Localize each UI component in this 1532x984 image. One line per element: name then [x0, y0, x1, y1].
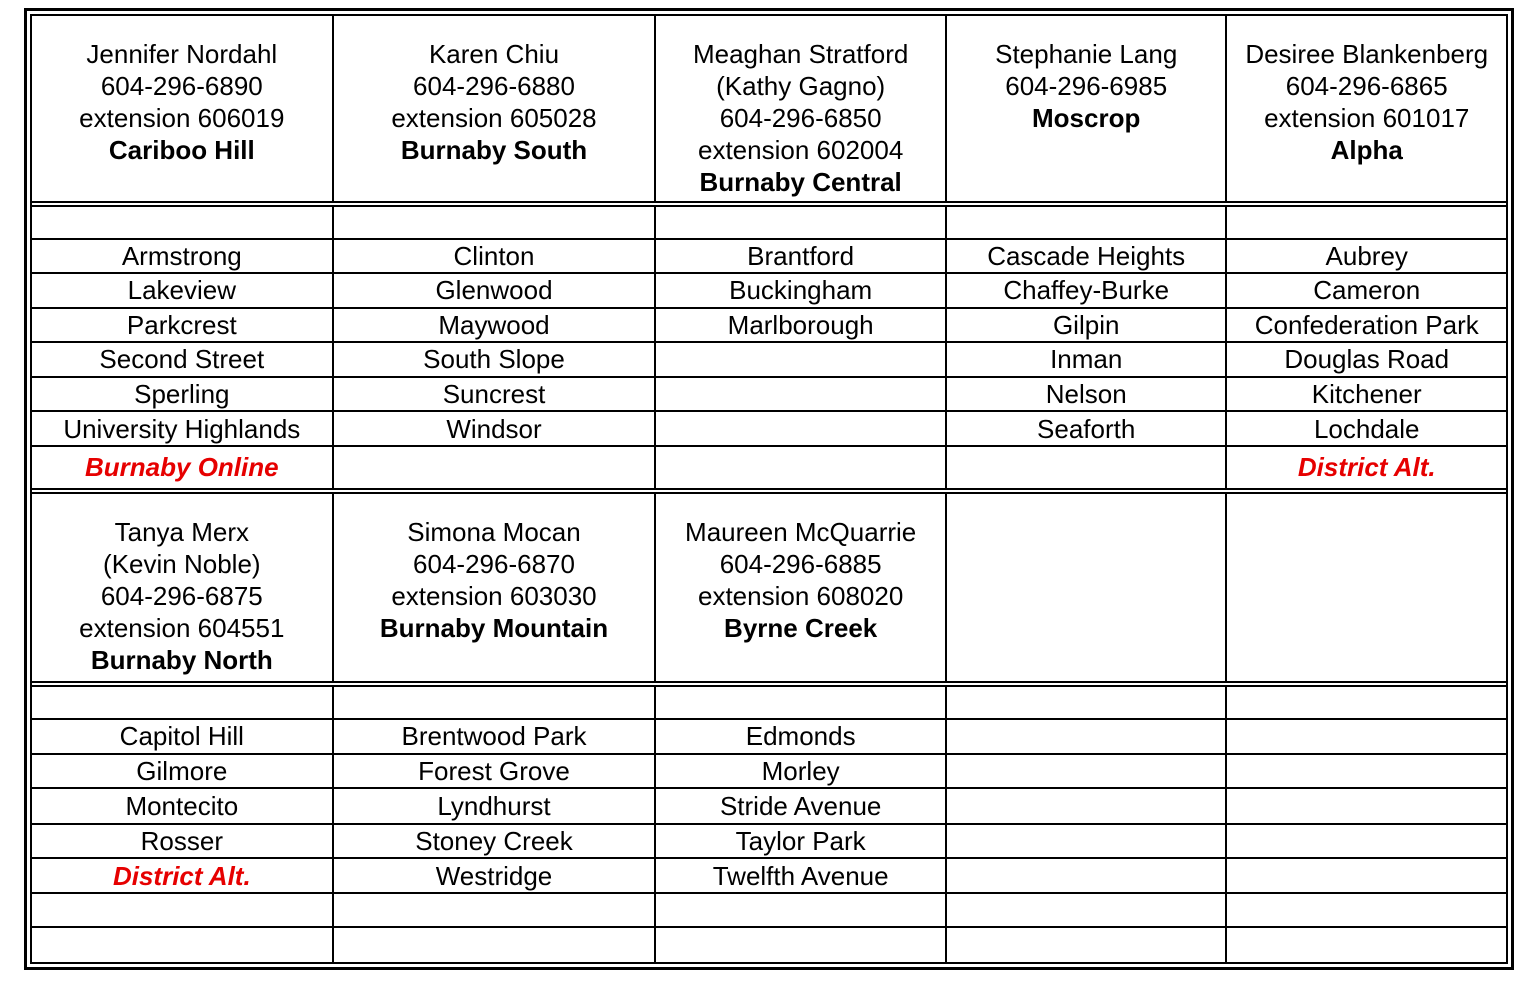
elementary-school-cell: Lakeview [32, 273, 333, 308]
school-name: Cariboo Hill [108, 135, 255, 165]
elementary-school-cell [1226, 754, 1506, 789]
elementary-school-cell: Brantford [655, 239, 946, 274]
elementary-school-cell [946, 788, 1227, 824]
school-contact-table [32, 16, 1506, 962]
table-row [32, 204, 1506, 239]
elementary-school-cell [32, 927, 333, 962]
elementary-school-cell [655, 377, 946, 412]
elementary-school-cell [946, 893, 1227, 928]
elementary-school-cell: Sperling [32, 377, 333, 412]
elementary-school-cell: Taylor Park [655, 824, 946, 859]
table-row [32, 788, 1506, 824]
elementary-school-cell: Cameron [1226, 273, 1506, 308]
contact-name: Tanya Merx [114, 516, 249, 547]
elementary-school-cell: Confederation Park [1226, 308, 1506, 343]
elementary-school-cell [1226, 204, 1506, 239]
contact-extension: extension 603030 [391, 580, 597, 611]
elementary-school-cell [1226, 719, 1506, 754]
elementary-school-cell: Burnaby Online [32, 446, 333, 491]
school-name: Byrne Creek [724, 612, 878, 643]
contact-alt-name: (Kathy Gagno) [716, 71, 886, 101]
contact-name: Simona Mocan [407, 516, 581, 547]
elementary-school-cell: Second Street [32, 342, 333, 377]
elementary-school-cell: Seaforth [946, 411, 1227, 446]
table-row [32, 824, 1506, 859]
elementary-school-cell: Kitchener [1226, 377, 1506, 412]
elementary-school-cell: Glenwood [333, 273, 656, 308]
elementary-school-cell: Lochdale [1226, 411, 1506, 446]
elementary-school-cell: Inman [946, 342, 1227, 377]
contact-name: Meaghan Stratford [692, 39, 909, 69]
elementary-school-cell [333, 446, 656, 491]
elementary-school-cell: Nelson [946, 377, 1227, 412]
table-row [32, 446, 1506, 491]
elementary-school-cell: Chaffey-Burke [946, 273, 1227, 308]
table-row [32, 239, 1506, 274]
elementary-school-cell: Stride Avenue [655, 788, 946, 824]
elementary-school-cell [946, 719, 1227, 754]
elementary-school-cell: Capitol Hill [32, 719, 333, 754]
contact-cell [946, 491, 1227, 684]
contact-phone: 604-296-6885 [719, 548, 882, 579]
elementary-school-cell [333, 893, 656, 928]
contact-phone: 604-296-6875 [100, 580, 263, 611]
elementary-school-cell: Morley [655, 754, 946, 789]
elementary-school-cell: Douglas Road [1226, 342, 1506, 377]
elementary-school-cell: Suncrest [333, 377, 656, 412]
contact-phone: 604-296-6985 [1005, 71, 1168, 101]
elementary-school-cell [1226, 927, 1506, 962]
elementary-school-cell [333, 204, 656, 239]
elementary-school-cell [333, 927, 656, 962]
elementary-school-cell [655, 684, 946, 720]
elementary-school-cell: Rosser [32, 824, 333, 859]
elementary-school-cell [946, 204, 1227, 239]
contact-cell [32, 491, 333, 684]
elementary-school-cell [946, 858, 1227, 893]
contact-cell [333, 16, 656, 204]
table-row [32, 858, 1506, 893]
elementary-school-cell: University Highlands [32, 411, 333, 446]
table-row [32, 719, 1506, 754]
elementary-school-cell: Clinton [333, 239, 656, 274]
elementary-school-cell [655, 446, 946, 491]
elementary-school-cell: Twelfth Avenue [655, 858, 946, 893]
contact-header-row [32, 16, 1506, 204]
table-row [32, 342, 1506, 377]
table-row [32, 927, 1506, 962]
elementary-school-cell: Maywood [333, 308, 656, 343]
school-name: Alpha [1330, 135, 1403, 165]
elementary-school-cell: District Alt. [32, 858, 333, 893]
table-row [32, 377, 1506, 412]
elementary-school-cell: South Slope [333, 342, 656, 377]
elementary-school-cell [1226, 824, 1506, 859]
elementary-school-cell [655, 204, 946, 239]
elementary-school-cell [1226, 684, 1506, 720]
contact-phone: 604-296-6880 [413, 71, 575, 101]
table-row [32, 308, 1506, 343]
school-name: Burnaby South [400, 135, 588, 165]
elementary-school-cell: Cascade Heights [946, 239, 1227, 274]
contact-cell [1226, 491, 1506, 684]
elementary-school-cell: Parkcrest [32, 308, 333, 343]
table-row [32, 754, 1506, 789]
elementary-school-cell [32, 204, 333, 239]
elementary-school-cell [655, 927, 946, 962]
contact-extension: extension 602004 [698, 135, 904, 165]
contact-name: Maureen McQuarrie [685, 516, 917, 547]
elementary-school-cell [655, 893, 946, 928]
contact-cell [32, 16, 333, 204]
elementary-school-cell [1226, 858, 1506, 893]
contact-cell [1226, 16, 1506, 204]
elementary-school-cell: Windsor [333, 411, 656, 446]
elementary-school-cell: Gilpin [946, 308, 1227, 343]
table-row [32, 273, 1506, 308]
elementary-school-cell [655, 342, 946, 377]
contact-cell [333, 491, 656, 684]
contact-table-frame [24, 8, 1514, 970]
contact-extension: extension 605028 [391, 103, 597, 133]
elementary-school-cell: Buckingham [655, 273, 946, 308]
elementary-school-cell [32, 893, 333, 928]
elementary-school-cell: Stoney Creek [333, 824, 656, 859]
contact-name: Jennifer Nordahl [86, 39, 278, 69]
school-name: Burnaby Central [699, 167, 902, 197]
elementary-school-cell: Gilmore [32, 754, 333, 789]
elementary-school-cell: Aubrey [1226, 239, 1506, 274]
contact-header-row [32, 491, 1506, 684]
contact-name: Karen Chiu [428, 39, 560, 69]
contact-cell [655, 491, 946, 684]
contact-cell [946, 16, 1227, 204]
elementary-school-cell: Lyndhurst [333, 788, 656, 824]
contact-phone: 604-296-6870 [413, 548, 575, 579]
contact-extension: extension 608020 [698, 580, 904, 611]
elementary-school-cell: Westridge [333, 858, 656, 893]
elementary-school-cell: Marlborough [655, 308, 946, 343]
contact-table-inner [30, 14, 1508, 964]
elementary-school-cell: Forest Grove [333, 754, 656, 789]
contact-phone: 604-296-6850 [719, 103, 882, 133]
elementary-school-cell [946, 684, 1227, 720]
school-name: Burnaby Mountain [379, 612, 609, 643]
elementary-school-cell [946, 446, 1227, 491]
contact-extension: extension 606019 [79, 103, 285, 133]
elementary-school-cell [1226, 893, 1506, 928]
elementary-school-cell [946, 824, 1227, 859]
school-name: Burnaby North [90, 644, 273, 675]
elementary-school-cell: Brentwood Park [333, 719, 656, 754]
elementary-school-cell [946, 927, 1227, 962]
elementary-school-cell [1226, 788, 1506, 824]
contact-cell [655, 16, 946, 204]
elementary-school-cell: District Alt. [1226, 446, 1506, 491]
contact-alt-name: (Kevin Noble) [103, 548, 261, 579]
table-row [32, 893, 1506, 928]
contact-extension: extension 604551 [79, 612, 285, 643]
contact-phone: 604-296-6865 [1285, 71, 1448, 101]
elementary-school-cell: Edmonds [655, 719, 946, 754]
elementary-school-cell [655, 411, 946, 446]
contact-phone: 604-296-6890 [100, 71, 263, 101]
contact-extension: extension 601017 [1264, 103, 1470, 133]
elementary-school-cell [946, 754, 1227, 789]
table-row [32, 411, 1506, 446]
contact-name: Stephanie Lang [995, 39, 1178, 69]
table-row [32, 684, 1506, 720]
elementary-school-cell [333, 684, 656, 720]
contact-name: Desiree Blankenberg [1245, 39, 1489, 69]
elementary-school-cell [32, 684, 333, 720]
school-name: Moscrop [1032, 103, 1141, 133]
elementary-school-cell: Montecito [32, 788, 333, 824]
elementary-school-cell: Armstrong [32, 239, 333, 274]
